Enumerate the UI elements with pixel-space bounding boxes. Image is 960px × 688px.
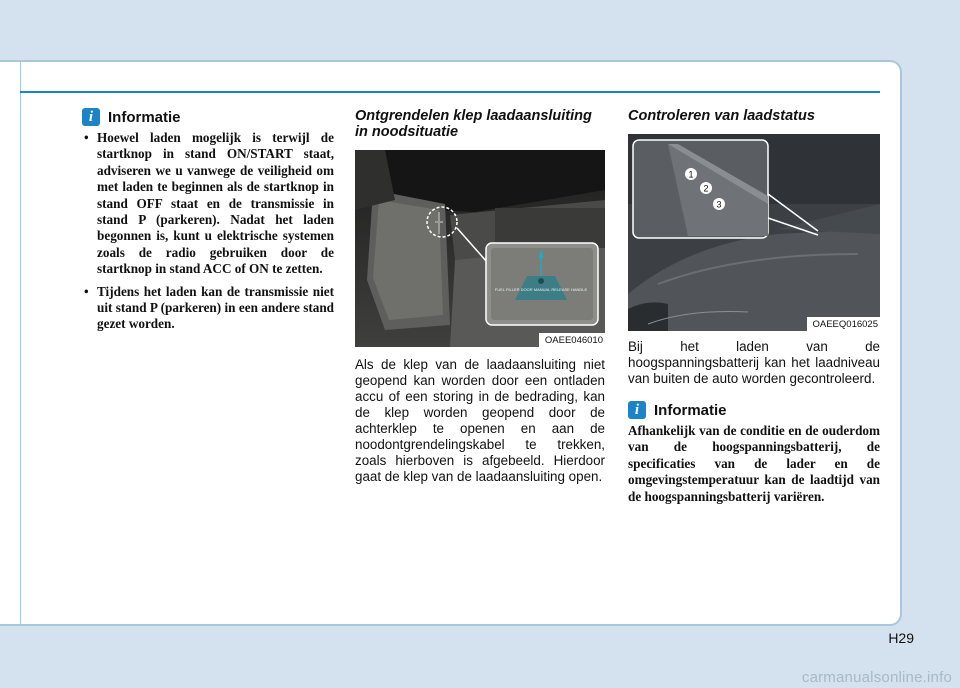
- charge-indicator-figure: [628, 134, 880, 331]
- info-title: Informatie: [108, 108, 181, 126]
- watermark: carmanualsonline.info: [801, 669, 952, 686]
- info-icon: i: [82, 108, 100, 126]
- trunk-release-figure: [355, 150, 605, 347]
- info-bullet: • Tijdens het laden kan de transmissie niet uit stand P (parkeren) in een andere stand gezet worden.: [82, 284, 334, 333]
- section-title: Controleren van laadstatus: [628, 108, 815, 124]
- trunk-illustration: [355, 150, 605, 347]
- left-margin-rule: [20, 60, 21, 626]
- section-title: Ontgrendelen klep laadaansluiting in noodsituatie: [355, 108, 592, 140]
- column-emergency-release: [355, 108, 605, 485]
- info-heading: [628, 401, 880, 419]
- column-informatie: [82, 108, 334, 339]
- info-heading: [82, 108, 334, 126]
- callout-3: 3: [716, 199, 722, 210]
- callout-2: 2: [703, 183, 709, 194]
- header-rule: [20, 91, 880, 93]
- figure-code: OAEEQ016025: [807, 317, 881, 331]
- body-paragraph: Bij het laden van de hoogspanningsbatterij kan het laadniveau van buiten de auto worden gecontroleerd.: [628, 339, 880, 386]
- info-bullet: • Hoewel laden mogelijk is terwijl de startknop in stand ON/START staat, adviseren we u vanwege de veiligheid om met laden te beginnen als de startknop in stand OFF staat en de transmissie in stand P (parkeren). Nadat het laden begonnen is, kunt u elektrische systemen zoals de radio gebruiken door de startknop in stand ACC of ON te zetten.: [82, 130, 334, 278]
- info-title: Informatie: [654, 401, 727, 419]
- info-bullet-list: [82, 130, 334, 333]
- figure-code: OAEE046010: [539, 333, 605, 347]
- car-hood-illustration: [628, 134, 880, 331]
- callout-1: 1: [688, 169, 694, 180]
- release-tag-label: FUEL FILLER DOOR MANUAL RELEASE HANDLE: [494, 287, 588, 292]
- info-text: Afhankelijk van de conditie en de ouderdom van de hoogspanningsbatterij, de specificaties van de lader en de omgevingstemperatuur kan de laadtijd van de hoogspanningsbatterij variëren.: [628, 423, 880, 504]
- body-paragraph: Als de klep van de laadaansluiting niet geopend kan worden door een ontladen accu of een storing in de bedrading, kan de klep worden geopend door de achterklep te openen en aan de noodontgrendelingskabel te trekken, zoals hierboven is afgebeeld. Hierdoor gaat de klep van de laadaansluiting open.: [355, 357, 605, 484]
- page-number: H29: [888, 630, 914, 646]
- column-charge-status: [628, 108, 880, 505]
- info-icon: i: [628, 401, 646, 419]
